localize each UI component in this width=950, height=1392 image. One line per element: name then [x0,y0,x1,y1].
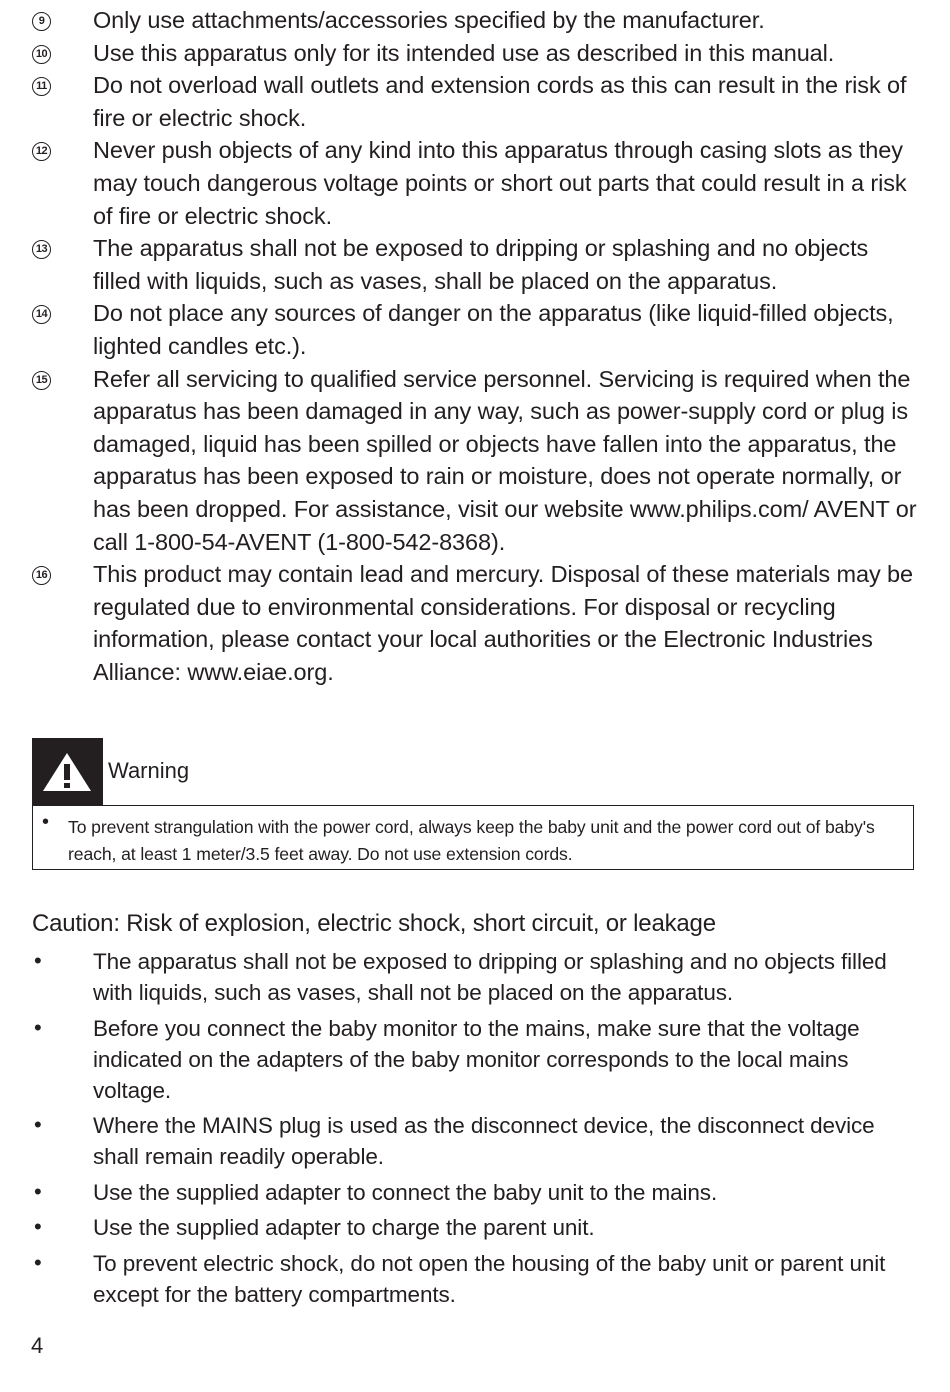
list-item-text: The apparatus shall not be exposed to dripping or splashing and no objects filled with liquids, such as vases, shall not be placed on the apparatus. [93,949,887,1005]
circled-number: 11 [32,77,51,96]
warning-triangle-icon [32,738,103,805]
bullet: • [34,1014,42,1040]
list-item-text: Refer all servicing to qualified service personnel. Servicing is required when the apparatus has been damaged in any way, such as power-supply cord or plug is damaged, liquid has been spilled or objects have fallen into the apparatus, the apparatus has been exposed to rain or moisture, does not operate normally, or has been dropped. For assistance, visit our website www.philips.com/ AVENT or call 1-800-54-AVENT (1-800-542-8368). [93,365,917,555]
list-item-text: Use this apparatus only for its intended use as described in this manual. [93,39,835,66]
list-item-text: To prevent electric shock, do not open the housing of the baby unit or parent unit except for the battery compartments. [93,1250,886,1307]
list-item [32,1177,922,1208]
circled-number: 13 [32,240,51,259]
list-item [32,69,922,134]
list-item-text: This product may contain lead and mercury. Disposal of these materials may be regulated due to environmental considerations. For disposal or recycling information, please contact your local authorities or the Electronic Industries Alliance: www.eiae.org. [93,561,913,685]
list-item [32,134,922,232]
list-item [32,1013,922,1106]
list-item [32,232,922,297]
list-item-text: The apparatus shall not be exposed to dripping or splashing and no objects filled with liquids, such as vases, shall be placed on the apparatus. [93,235,869,294]
list-item [32,1110,922,1172]
list-item [32,37,922,70]
list-item-text: Use the supplied adapter to connect the baby unit to the mains. [93,1179,718,1205]
circled-number: 14 [32,305,51,324]
warning-text: To prevent strangulation with the power cord, always keep the baby unit and the power cord out of baby's reach, at least 1 meter/3.5 feet away. Do not use extension cords. [68,817,875,864]
list-item-text: Only use attachments/accessories specified by the manufacturer. [93,7,765,33]
list-item-text: Where the MAINS plug is used as the disconnect device, the disconnect device shall remain readily operable. [93,1113,875,1170]
list-item [32,1212,922,1243]
circled-number: 16 [32,566,51,585]
warning-title: Warning [108,758,190,783]
bullet: • [42,811,50,833]
circled-number: 15 [32,371,51,390]
circled-number: 12 [32,142,51,161]
list-item [32,558,922,688]
list-item [32,363,922,559]
caution-heading: Caution: Risk of explosion, electric shock, short circuit, or leakage [32,910,716,937]
bullet: • [34,1112,42,1138]
warning-header [32,738,432,805]
bullet: • [34,1249,42,1275]
bullet: • [34,948,42,973]
bullet: • [34,1178,42,1204]
list-item-text: Use the supplied adapter to charge the parent unit. [93,1215,595,1241]
safety-instructions-list [32,4,922,688]
list-item [32,1248,922,1310]
list-item-text: Before you connect the baby monitor to the mains, make sure that the voltage indicated on the adapters of the baby monitor corresponds to the local mains voltage. [93,1015,860,1103]
list-item [32,946,922,1008]
list-item-text: Do not overload wall outlets and extension cords as this can result in the risk of fire or electric shock. [93,72,907,131]
caution-list [32,946,922,1315]
list-item-text: Never push objects of any kind into this apparatus through casing slots as they may touch dangerous voltage points or short out parts that could result in a risk of fire or electric shock. [93,137,907,229]
list-item-text: Do not place any sources of danger on the apparatus (like liquid-filled objects, lighted candles etc.). [93,300,894,359]
list-item [32,4,922,37]
circled-number: 9 [32,12,51,31]
page-number: 4 [31,1333,44,1358]
circled-number: 10 [32,45,51,64]
list-item [32,297,922,362]
warning-box [32,805,914,870]
bullet: • [34,1214,42,1240]
